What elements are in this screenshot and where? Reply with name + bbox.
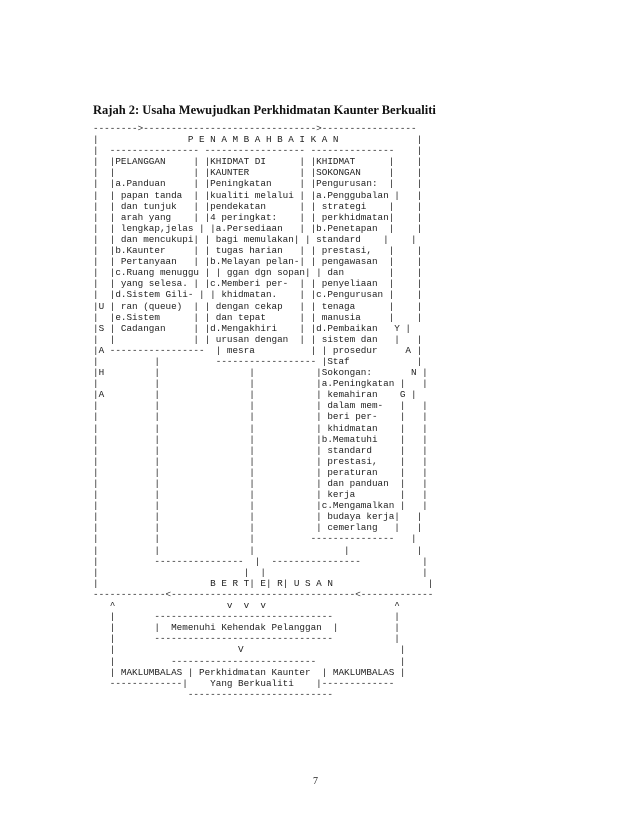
diagram-line: | | | | khidmatan | | — [93, 422, 428, 434]
diagram-line: | ---------------- | ---------------- | — [93, 555, 428, 567]
diagram-line: | |d.Sistem Gili- | | khidmatan. | |c.Pengurusan | | — [93, 289, 423, 301]
diagram-line: | | | | dalam mem- | | — [93, 400, 428, 412]
diagram-line: -------------<---------------------------------<------------- — [93, 588, 434, 600]
diagram-line: | | | |c.Mengamalkan | | — [93, 500, 428, 512]
diagram-line: | | dan tunjuk | |pendekatan | | strategi | | — [93, 200, 423, 212]
diagram-line: -------------------------- — [93, 688, 333, 700]
diagram-line: | | | | — [93, 566, 428, 578]
diagram-line: | | | | kerja | | — [93, 489, 428, 501]
diagram-line: | MAKLUMBALAS | Perkhidmatan Kaunter | MAKLUMBALAS | — [93, 666, 406, 678]
diagram-line: | -------------------------------- | — [93, 611, 400, 623]
diagram-line: | |c.Ruang menuggu | | ggan dgn sopan| | dan | | — [93, 267, 423, 279]
diagram-line: | | arah yang | |4 peringkat: | | perkhidmatan| | — [93, 211, 423, 223]
diagram-line: | | | | dan panduan | | — [93, 478, 428, 489]
diagram-line: | | | | budaya kerja| | — [93, 511, 423, 523]
diagram-line: | V | — [93, 644, 406, 656]
diagram-line: -------->------------------------------->----------------- — [93, 123, 417, 134]
diagram-line: |H | | |Sokongan: N | — [93, 367, 428, 379]
diagram-line: | | ------------------ |Staf | — [93, 355, 423, 367]
diagram-line: | | | | cemerlang | | — [93, 522, 423, 534]
diagram-line: | | | | standard | | — [93, 444, 428, 456]
diagram-line: | | papan tanda | |kualiti melalui | |a.Penggubalan | | — [93, 189, 423, 201]
ascii-flow-diagram — [93, 123, 433, 700]
diagram-line: | | Pertanyaan | |b.Melayan pelan-| | pengawasan | | — [93, 256, 423, 268]
diagram-line: | | yang selesa. | |c.Memberi per- | | penyeliaan | | — [93, 278, 423, 290]
diagram-line: |A ----------------- | mesra | | prosedur A | — [93, 344, 423, 356]
page-number: 7 — [313, 776, 318, 787]
diagram-line: | | | |a.Peningkatan | | — [93, 378, 428, 390]
diagram-line: | |e.Sistem | | dan tepat | | manusia | | — [93, 311, 423, 323]
diagram-line: | | | | peraturan | | — [93, 466, 428, 478]
diagram-line: | | | --------------- | — [93, 533, 417, 545]
diagram-line: ^ v v v ^ — [93, 600, 400, 612]
diagram-line: | | | |b.Mematuhi | | — [93, 433, 428, 445]
diagram-line: |A | | | kemahiran G | — [93, 389, 417, 401]
diagram-line: | | Memenuhi Kehendak Pelanggan | | — [93, 622, 400, 634]
diagram-line: | B E R T| E| R| U S A N | — [93, 577, 434, 589]
diagram-line: | | | |KAUNTER | |SOKONGAN | | — [93, 167, 423, 179]
diagram-line: | | | | urusan dengan | | sistem dan | | — [93, 333, 423, 345]
diagram-line: | |b.Kaunter | | tugas harian | | prestasi, | | — [93, 245, 423, 257]
figure-title: Rajah 2: Usaha Mewujudkan Perkhidmatan Kaunter Berkualiti — [93, 103, 436, 117]
diagram-line: | |PELANGGAN | |KHIDMAT DI | |KHIDMAT | | — [93, 156, 423, 168]
diagram-line: | | | | prestasi, | | — [93, 455, 428, 467]
diagram-line: | | lengkap,jelas | |a.Persediaan | |b.Penetapan | | — [93, 222, 423, 234]
diagram-line: | | dan mencukupi| | bagi memulakan| | standard | | — [93, 233, 417, 245]
diagram-line: | P E N A M B A H B A I K A N | — [93, 134, 423, 146]
diagram-line: | -------------------------- | — [93, 655, 406, 667]
diagram-line: | -------------------------------- | — [93, 633, 400, 645]
diagram-line: | | | | beri per- | | — [93, 411, 428, 423]
diagram-line: -------------| Yang Berkualiti |------------- — [93, 677, 395, 689]
diagram-line: | ---------------- ------------------ --------------- | — [93, 145, 423, 157]
diagram-line: |U | ran (queue) | | dengan cekap | | tenaga | | — [93, 300, 423, 312]
diagram-line: | |a.Panduan | |Peningkatan | |Pengurusan: | | — [93, 178, 423, 190]
diagram-line: | | | | | — [93, 544, 423, 556]
diagram-line: |S | Cadangan | |d.Mengakhiri | |d.Pembaikan Y | — [93, 322, 412, 334]
